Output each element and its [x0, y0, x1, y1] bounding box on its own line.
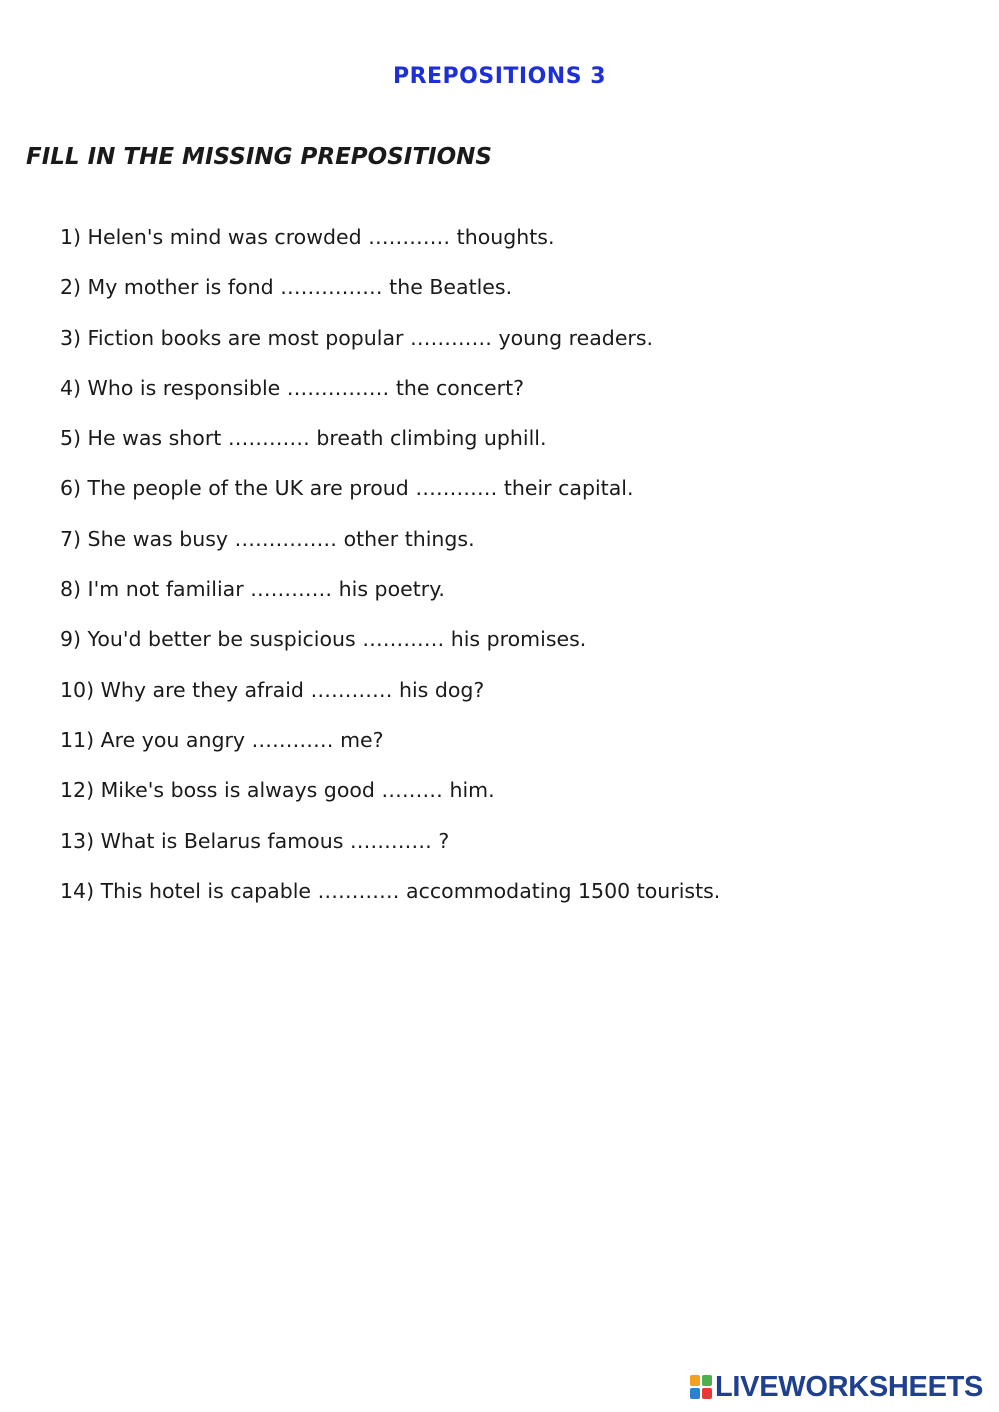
worksheet-title: PREPOSITIONS 3: [392, 64, 607, 89]
logo-square-green: [702, 1375, 712, 1386]
question-item: 14) This hotel is capable ………… accommodating 1500 tourists.: [60, 878, 721, 903]
question-item: 8) I'm not familiar ………… his poetry.: [60, 577, 445, 602]
logo-square-red: [702, 1388, 712, 1399]
question-item: 4) Who is responsible …………… the concert?: [60, 375, 525, 400]
question-item: 10) Why are they afraid ………… his dog?: [60, 677, 485, 702]
question-item: 9) You'd better be suspicious ………… his promises.: [60, 627, 587, 652]
logo-square-orange: [690, 1375, 700, 1386]
question-item: 11) Are you angry ………… me?: [60, 727, 384, 752]
question-item: 12) Mike's boss is always good ……… him.: [60, 778, 495, 803]
question-list: [60, 222, 720, 926]
question-item: 1) Helen's mind was crowded ………… thoughts.: [60, 225, 555, 249]
liveworksheets-logo[interactable]: [690, 1372, 983, 1402]
question-item: 3) Fiction books are most popular ………… young readers.: [60, 325, 654, 350]
question-item: 5) He was short ………… breath climbing uphill.: [60, 426, 547, 451]
liveworksheets-logo-icon: [690, 1375, 712, 1399]
question-item: 13) What is Belarus famous ………… ?: [60, 828, 450, 853]
question-item: 2) My mother is fond …………… the Beatles.: [60, 275, 513, 300]
question-item: 7) She was busy …………… other things.: [60, 526, 475, 551]
logo-square-blue: [690, 1388, 700, 1399]
question-item: 6) The people of the UK are proud ………… their capital.: [60, 476, 634, 501]
logo-text: LIVEWORKSHEETS: [715, 1370, 984, 1403]
instructions-heading: FILL IN THE MISSING PREPOSITIONS: [26, 144, 492, 170]
